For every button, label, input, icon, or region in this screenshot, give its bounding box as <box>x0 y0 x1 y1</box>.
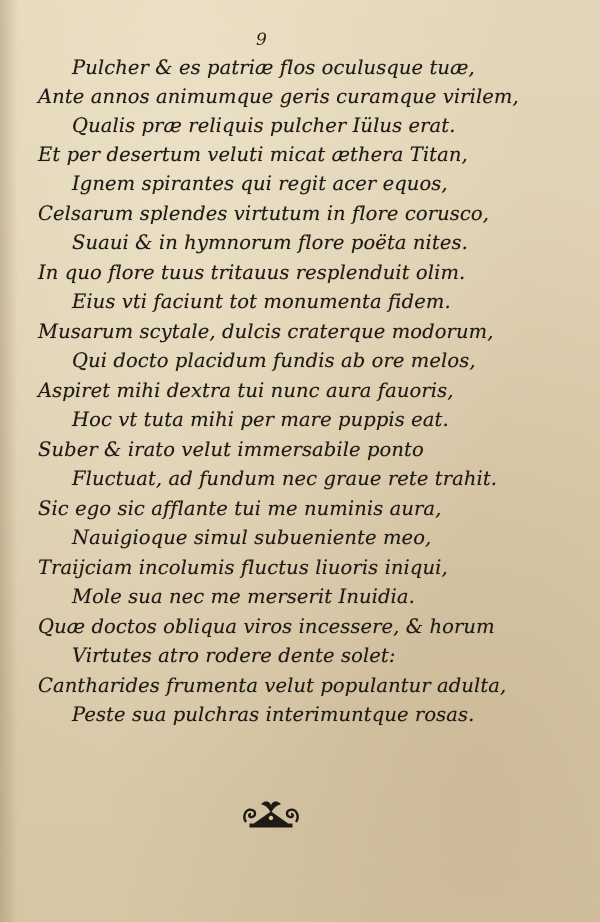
verse-line: Quæ doctos obliqua viros incessere, & horum <box>38 615 495 638</box>
verse-line: Suber & irato velut immersabile ponto <box>38 438 424 461</box>
verse-line: Mole sua nec me merserit Inuidia. <box>72 585 415 608</box>
verse-line: Eius vti faciunt tot monumenta fidem. <box>72 290 451 313</box>
verse-line: Aspiret mihi dextra tui nunc aura fauoris, <box>38 379 454 402</box>
verse-line: Celsarum splendes virtutum in flore corusco, <box>38 202 490 225</box>
verse-line: Pulcher & es patriæ flos oculusque tuæ, <box>72 56 475 79</box>
page-number: 9 <box>256 30 267 50</box>
verse-line: Hoc vt tuta mihi per mare puppis eat. <box>72 408 449 431</box>
verse-line: Traijciam incolumis fluctus liuoris iniqui, <box>38 556 448 579</box>
verse-line: Suaui & in hymnorum flore poëta nites. <box>72 231 468 254</box>
verse-line: Nauigioque simul subueniente meo, <box>72 526 432 549</box>
verse-line: Musarum scytale, dulcis craterque modorum, <box>38 320 494 343</box>
verse-line: Ignem spirantes qui regit acer equos, <box>72 172 448 195</box>
verse-line: Fluctuat, ad fundum nec graue rete trahit. <box>72 467 498 490</box>
page-edge-shadow <box>0 0 18 922</box>
fleuron-ornament-icon <box>240 796 302 830</box>
verse-line: Virtutes atro rodere dente solet: <box>72 644 396 667</box>
verse-line: In quo flore tuus tritauus resplenduit olim. <box>38 261 466 284</box>
verse-line: Et per desertum veluti micat æthera Titan, <box>38 143 468 166</box>
verse-line: Peste sua pulchras interimuntque rosas. <box>72 703 475 726</box>
verse-line: Cantharides frumenta velut populantur adulta, <box>38 674 507 697</box>
verse-line: Ante annos animumque geris curamque virilem, <box>38 85 519 108</box>
verse-line: Qualis præ reliquis pulcher Iülus erat. <box>72 114 456 137</box>
verse-line: Sic ego sic afflante tui me numinis aura, <box>38 497 442 520</box>
verse-line: Qui docto placidum fundis ab ore melos, <box>72 349 476 372</box>
